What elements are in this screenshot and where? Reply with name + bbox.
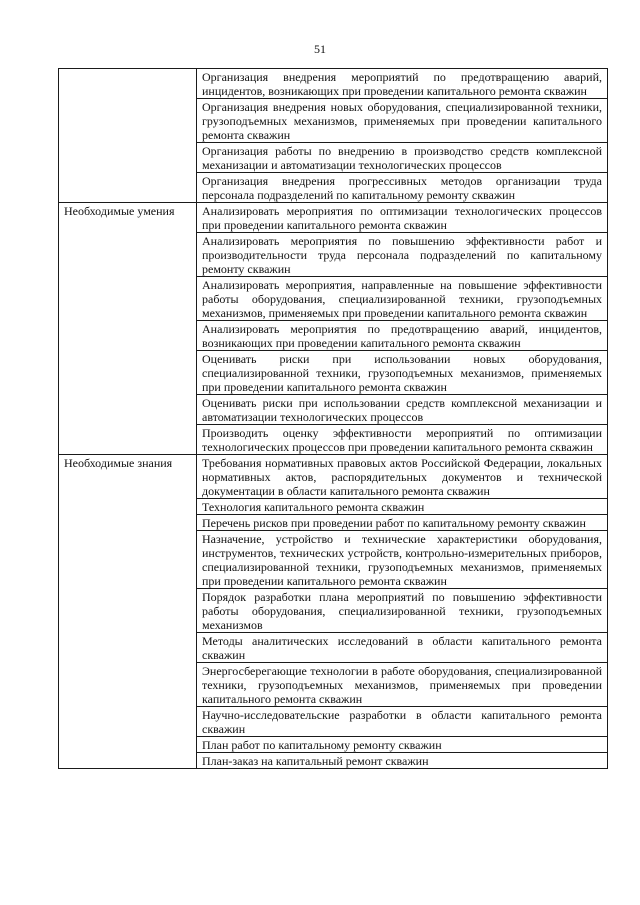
requirement-item: Энергосберегающие технологии в работе оборудования, специализированной техники, грузоподъемных механизмов, применяемых при проведении капитального ремонта скважин [197,663,608,707]
requirement-item: Анализировать мероприятия по оптимизации технологических процессов при проведении капитального ремонта скважин [197,203,608,233]
requirement-item: Технология капитального ремонта скважин [197,499,608,515]
requirement-item: Оценивать риски при использовании средств комплексной механизации и автоматизации технологических процессов [197,395,608,425]
requirement-item: Организация внедрения новых оборудования, специализированной техники, грузоподъемных механизмов, применяемых при проведении капитального ремонта скважин [197,99,608,143]
requirements-table [58,68,608,769]
requirement-item: Назначение, устройство и технические характеристики оборудования, инструментов, технических устройств, контрольно-измерительных приборов, специализированной техники, грузоподъемных механизмов, применяемых при проведении капитального ремонта скважин [197,531,608,589]
requirement-item: Методы аналитических исследований в области капитального ремонта скважин [197,633,608,663]
requirement-item: Порядок разработки плана мероприятий по повышению эффективности работы оборудования, специализированной техники, грузоподъемных механизмов [197,589,608,633]
requirement-item: План-заказ на капитальный ремонт скважин [197,753,608,769]
table-row [59,455,608,499]
section-label [59,69,197,203]
requirement-item: Анализировать мероприятия по предотвращению аварий, инцидентов, возникающих при проведении капитального ремонта скважин [197,321,608,351]
requirement-item: Требования нормативных правовых актов Российской Федерации, локальных нормативных актов, распорядительных документов и технической документации в области капитального ремонта скважин [197,455,608,499]
table-row [59,203,608,233]
requirement-item: Оценивать риски при использовании новых оборудования, специализированной техники, грузоподъемных механизмов, применяемых при проведении капитального ремонта скважин [197,351,608,395]
requirement-item: Организация работы по внедрению в производство средств комплексной механизации и автоматизации технологических процессов [197,143,608,173]
requirement-item: Анализировать мероприятия, направленные на повышение эффективности работы оборудования, специализированной техники, грузоподъемных механизмов, применяемых при проведении капитального ремонта скважин [197,277,608,321]
requirement-item: Организация внедрения прогрессивных методов организации труда персонала подразделений по капитальному ремонту скважин [197,173,608,203]
requirement-item: Организация внедрения мероприятий по предотвращению аварий, инцидентов, возникающих при проведении капитального ремонта скважин [197,69,608,99]
requirement-item: Производить оценку эффективности мероприятий по оптимизации технологических процессов при проведении капитального ремонта скважин [197,425,608,455]
requirement-item: Научно-исследовательские разработки в области капитального ремонта скважин [197,707,608,737]
requirement-item: Перечень рисков при проведении работ по капитальному ремонту скважин [197,515,608,531]
page-number: 51 [314,42,326,56]
table-row [59,69,608,99]
section-label: Необходимые умения [59,203,197,455]
section-label: Необходимые знания [59,455,197,769]
requirement-item: Анализировать мероприятия по повышению эффективности работ и производительности труда персонала подразделений по капитальному ремонту скважин [197,233,608,277]
requirement-item: План работ по капитальному ремонту скважин [197,737,608,753]
